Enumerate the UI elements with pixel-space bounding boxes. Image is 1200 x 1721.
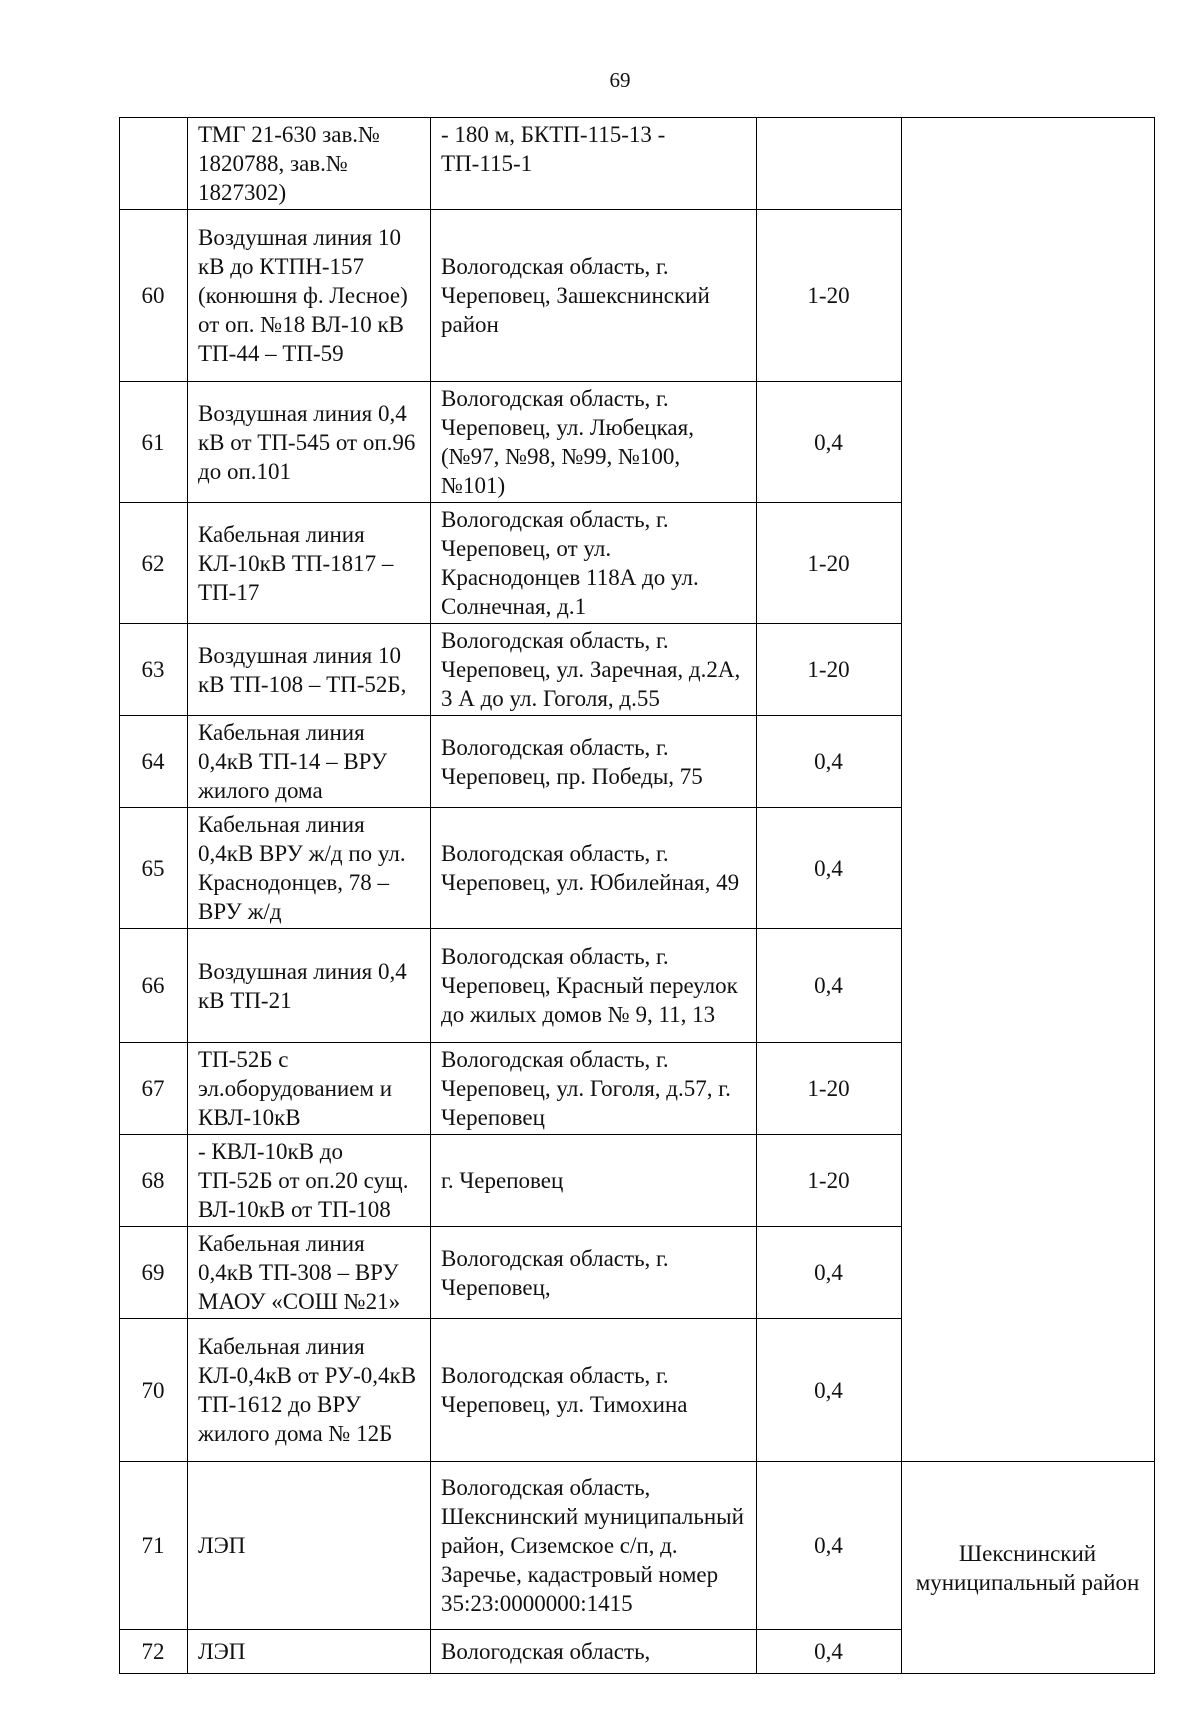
row-number: 64 (120, 716, 188, 808)
row-number: 71 (120, 1462, 188, 1630)
table-row (120, 118, 1155, 210)
row-number: 61 (120, 382, 188, 503)
row-number: 67 (120, 1043, 188, 1135)
object-address: Вологодская область, г. Череповец, ул. Тимохина (431, 1319, 757, 1462)
object-voltage: 1-20 (757, 1043, 902, 1135)
row-number: 63 (120, 624, 188, 716)
object-name: ЛЭП (188, 1630, 431, 1674)
object-voltage (757, 118, 902, 210)
object-address: Вологодская область, г. Череповец, ул. Юбилейная, 49 (431, 808, 757, 929)
object-name: Воздушная линия 10 кВ до КТПН-157 (конюшня ф. Лесное) от оп. №18 ВЛ-10 кВ ТП-44 – ТП-59 (188, 210, 431, 382)
object-name: Воздушная линия 10 кВ ТП-108 – ТП-52Б, (188, 624, 431, 716)
object-address: Вологодская область, (431, 1630, 757, 1674)
object-address: г. Череповец (431, 1135, 757, 1227)
row-number: 60 (120, 210, 188, 382)
object-name: ТМГ 21-630 зав.№ 1820788, зав.№ 1827302) (188, 118, 431, 210)
object-name: Кабельная линия КЛ-0,4кВ от РУ-0,4кВ ТП-1612 до ВРУ жилого дома № 12Б (188, 1319, 431, 1462)
object-address: Вологодская область, г. Череповец, ул. Гоголя, д.57, г. Череповец (431, 1043, 757, 1135)
district-cell-blank (902, 118, 1155, 1462)
table-row (120, 1462, 1155, 1630)
row-number: 68 (120, 1135, 188, 1227)
object-address: Вологодская область, Шекснинский муниципальный район, Сиземское с/п, д. Заречье, кадастровый номер 35:23:0000000:1415 (431, 1462, 757, 1630)
object-voltage: 0,4 (757, 808, 902, 929)
object-voltage: 1-20 (757, 503, 902, 624)
object-address: Вологодская область, г. Череповец, Красный переулок до жилых домов № 9, 11, 13 (431, 929, 757, 1043)
object-name: Кабельная линия 0,4кВ ТП-308 – ВРУ МАОУ «СОШ №21» (188, 1227, 431, 1319)
object-voltage: 0,4 (757, 1319, 902, 1462)
object-address: Вологодская область, г. Череповец, пр. Победы, 75 (431, 716, 757, 808)
row-number (120, 118, 188, 210)
object-name: Воздушная линия 0,4 кВ ТП-21 (188, 929, 431, 1043)
object-voltage: 0,4 (757, 716, 902, 808)
object-address: Вологодская область, г. Череповец, ул. Заречная, д.2А, 3 А до ул. Гоголя, д.55 (431, 624, 757, 716)
district-cell: Шекснинский муниципальный район (902, 1462, 1155, 1674)
object-voltage: 0,4 (757, 1462, 902, 1630)
object-address: Вологодская область, г. Череповец, Зашекснинский район (431, 210, 757, 382)
object-name: Кабельная линия 0,4кВ ВРУ ж/д по ул. Краснодонцев, 78 – ВРУ ж/д (188, 808, 431, 929)
object-name: ТП-52Б с эл.оборудованием и КВЛ-10кВ (188, 1043, 431, 1135)
row-number: 69 (120, 1227, 188, 1319)
row-number: 70 (120, 1319, 188, 1462)
object-voltage: 0,4 (757, 929, 902, 1043)
row-number: 62 (120, 503, 188, 624)
objects-table (119, 117, 1155, 1674)
object-address: - 180 м, БКТП-115-13 - ТП-115-1 (431, 118, 757, 210)
row-number: 65 (120, 808, 188, 929)
object-address: Вологодская область, г. Череповец, (431, 1227, 757, 1319)
object-voltage: 1-20 (757, 210, 902, 382)
object-address: Вологодская область, г. Череповец, ул. Любецкая, (№97, №98, №99, №100, №101) (431, 382, 757, 503)
object-name: ЛЭП (188, 1462, 431, 1630)
object-voltage: 1-20 (757, 624, 902, 716)
object-voltage: 0,4 (757, 1227, 902, 1319)
page-number: 69 (609, 68, 631, 92)
object-address: Вологодская область, г. Череповец, от ул. Краснодонцев 118А до ул. Солнечная, д.1 (431, 503, 757, 624)
object-voltage: 1-20 (757, 1135, 902, 1227)
object-name: Кабельная линия 0,4кВ ТП-14 – ВРУ жилого дома (188, 716, 431, 808)
object-voltage: 0,4 (757, 382, 902, 503)
object-name: - КВЛ-10кВ до ТП-52Б от оп.20 сущ. ВЛ-10кВ от ТП-108 (188, 1135, 431, 1227)
object-name: Воздушная линия 0,4 кВ от ТП-545 от оп.96 до оп.101 (188, 382, 431, 503)
object-voltage: 0,4 (757, 1630, 902, 1674)
row-number: 72 (120, 1630, 188, 1674)
row-number: 66 (120, 929, 188, 1043)
object-name: Кабельная линия КЛ-10кВ ТП-1817 – ТП-17 (188, 503, 431, 624)
